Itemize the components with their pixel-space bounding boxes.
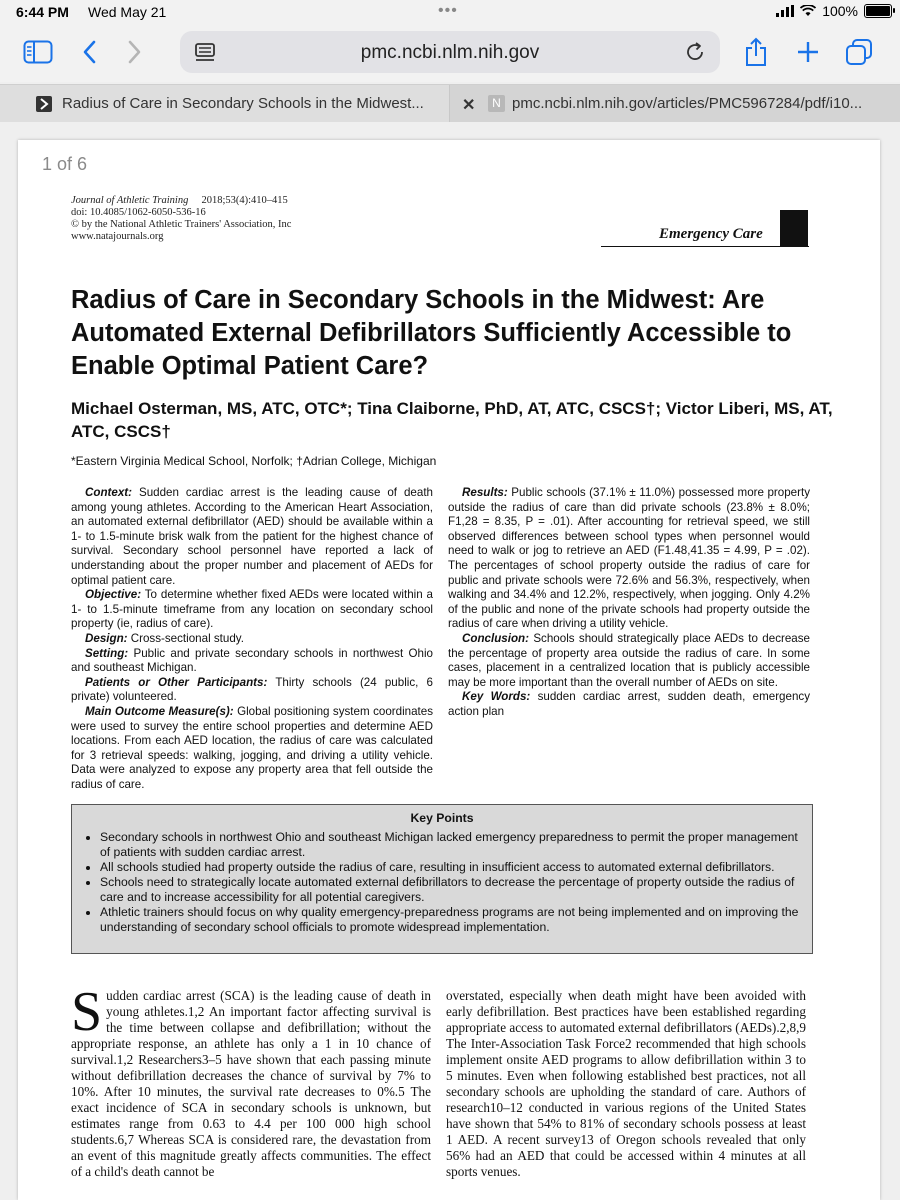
- new-tab-button[interactable]: [792, 36, 824, 68]
- key-point-item: • Athletic trainers should focus on why quality emergency-preparedness programs are not being implemented and on improving the understanding of secondary school officials to promote widespread implementation.: [100, 905, 802, 935]
- participants-text: Thirty schools (24 public, 6 private) volunteered.: [71, 675, 433, 704]
- article-affiliation: *Eastern Virginia Medical School, Norfolk; †Adrian College, Michigan: [71, 454, 437, 468]
- page-counter: 1 of 6: [42, 154, 88, 174]
- forward-button[interactable]: [118, 36, 150, 68]
- share-button[interactable]: [740, 36, 772, 68]
- conclusion-label: Conclusion:: [462, 631, 529, 645]
- key-points-title: Key Points: [410, 811, 474, 825]
- battery-icon: [864, 4, 892, 18]
- article-authors: Michael Osterman, MS, ATC, OTC*; Tina Claiborne, PhD, AT, ATC, CSCS†; Victor Liberi, MS, AT, ATC, CSCS†: [71, 399, 833, 441]
- tab-bar: [0, 84, 900, 124]
- journal-citation: 2018;53(4):410–415: [201, 195, 288, 206]
- chevron-left-icon: [82, 40, 98, 64]
- objective-text: To determine whether fixed AEDs were located within a 1- to 1.5-minute timeframe from any location on secondary school property (ie, radius of care).: [71, 588, 433, 631]
- abstract-measures: [71, 705, 433, 793]
- url-text[interactable]: pmc.ncbi.nlm.nih.gov: [360, 42, 540, 63]
- journal-copyright: © by the National Athletic Trainers' Association, Inc: [71, 219, 292, 230]
- battery-level: [866, 6, 890, 16]
- n-favicon: N: [488, 95, 505, 112]
- journal-website: www.natajournals.org: [71, 231, 164, 242]
- status-time: 6:44 PM: [16, 4, 69, 20]
- key-points-box: [71, 804, 813, 954]
- section-label: Emergency Care: [659, 226, 763, 242]
- sidebar-icon: [23, 40, 53, 64]
- pdf-viewer[interactable]: [0, 122, 900, 1200]
- context-text: Sudden cardiac arrest is the leading cause of death among young athletes. According to the American Heart Association, an automated external defibrillator (AED) should be available within a 1- to 1.5-minute brisk walk from the patient for the highest chance of survival. Secondary school personnel have reported a lack of understanding about the proper number and placement of AEDs for optimal patient care.: [71, 486, 433, 587]
- drop-cap: S: [71, 981, 103, 1043]
- conclusion-text: Schools should strategically place AEDs to decrease the percentage of property area outside the radius of care. In some cases, placement in a centralized location that is publicly accessible may be more important than the overall number of AEDs on site.: [448, 631, 810, 689]
- address-bar[interactable]: [180, 31, 720, 73]
- abstract-results: [448, 486, 810, 632]
- wifi-icon: [800, 5, 816, 17]
- journal-doi: doi: 10.4085/1062-6050-536-16: [71, 207, 206, 218]
- battery-percent: 100%: [822, 3, 858, 19]
- body-right-text: overstated, especially when death might have been avoided with early defibrillation. Best practices have been established regarding appropriate access to automated external defibrillators (AEDs).2,8,9 The Inter-Association Task Force2 recommended that high schools implement onsite AED programs to allow defibrillation within 3 to 5 minutes. Even when following established best practices, not all secondary schools are upholding the standard of care. Authors of research10–12 conducted in various regions of the United States have shown that 54% to 81% of secondary schools possess at least 1 AED. A recent survey13 of Oregon schools revealed that only 56% had an AED that could be accessed within 4 minutes at all sports venues.: [446, 988, 806, 1179]
- tab-pdf-title: pmc.ncbi.nlm.nih.gov/articles/PMC5967284/pdf/i10...: [512, 95, 863, 112]
- setting-label: Setting:: [85, 646, 129, 660]
- share-icon: [744, 37, 768, 67]
- tab-article[interactable]: [0, 85, 450, 123]
- key-point-item: • Secondary schools in northwest Ohio and southeast Michigan lacked emergency preparedness to permit the proper management of patients with sudden cardiac arrest.: [100, 830, 802, 860]
- participants-label: Patients or Other Participants:: [85, 675, 268, 689]
- abstract-conclusion: [448, 632, 810, 690]
- status-bar: [0, 0, 900, 24]
- key-point-item: • All schools studied had property outside the radius of care, resulting in insufficient access to automated external defibrillators.: [100, 860, 802, 875]
- close-tab-icon[interactable]: ✕: [462, 97, 476, 114]
- design-label: Design:: [85, 631, 128, 645]
- measures-label: Main Outcome Measure(s):: [85, 704, 234, 718]
- chevron-right-icon: [126, 40, 142, 64]
- journal-name: Journal of Athletic Training: [71, 195, 189, 206]
- article-title: Radius of Care in Secondary Schools in the Midwest: Are Automated External Defibrillators Sufficiently Accessible to Enable Optimal Patient Care?: [71, 286, 792, 380]
- keywords-text: sudden cardiac arrest, sudden death, emergency action plan: [448, 690, 810, 718]
- section-block: [780, 210, 808, 247]
- plus-icon: [797, 41, 819, 63]
- abstract-design: [71, 632, 433, 647]
- keywords-label: Key Words:: [462, 690, 531, 704]
- body-left-column: [71, 981, 431, 1180]
- browser-toolbar: [0, 24, 900, 82]
- design-text: Cross-sectional study.: [130, 631, 244, 645]
- body-left-text: udden cardiac arrest (SCA) is the leading cause of death in young athletes.1,2 An important factor affecting survival is the time between collapse and defibrillation; without the appropriate response, an athlete has only a 1 in 10 chance of survival.1,2 Researchers3–5 have shown that each passing minute without defibrillation decreases the chance of survival by 7% to 10%. After 10 minutes, the survival rate decreases to 0%.5 The exact incidence of SCA in secondary schools is unknown, but estimates range from 0.63 to 4.4 per 100 000 high school students.6,7 Whereas SCA is considered rare, the devastation from an event of this magnitude greatly affects communities. The effect of a child's death cannot be: [71, 988, 431, 1179]
- status-indicators: [776, 3, 892, 19]
- abstract-left-column: [71, 486, 433, 792]
- abstract-participants: [71, 676, 433, 705]
- abstract-objective: [71, 588, 433, 632]
- tabs-icon: [845, 38, 873, 66]
- sidebar-arrow-icon: [36, 96, 52, 112]
- results-label: Results:: [462, 486, 508, 499]
- key-points-list: [72, 830, 812, 935]
- reload-icon[interactable]: [684, 41, 706, 63]
- multitasking-dots-icon[interactable]: •••: [438, 2, 458, 19]
- sidebar-button[interactable]: [22, 36, 54, 68]
- body-right-column: [446, 988, 806, 1180]
- abstract-keywords: [448, 690, 810, 719]
- key-point-item: • Schools need to strategically locate automated external defibrillators to decrease the percentage of property outside the radius of care and to increase accessibility for all potential caregivers.: [100, 875, 802, 905]
- tab-overview-button[interactable]: [843, 36, 875, 68]
- objective-label: Objective:: [85, 588, 142, 602]
- abstract-setting: [71, 647, 433, 676]
- setting-text: Public and private secondary schools in northwest Ohio and southeast Michigan.: [71, 646, 433, 675]
- tab-pdf[interactable]: [450, 85, 900, 123]
- abstract-right-column: [448, 486, 810, 720]
- tab-article-title: Radius of Care in Secondary Schools in the Midwest...: [62, 95, 424, 112]
- context-label: Context:: [85, 486, 133, 499]
- back-button[interactable]: [74, 36, 106, 68]
- measures-text: Global positioning system coordinates were used to survey the entire school properties and determine AED locations. From each AED location, the radius of care was calculated for 3 retrieval speeds: walking, jogging, and driving a utility vehicle. Data were analyzed to expose any property area that fell outside the radius of care.: [71, 704, 434, 791]
- cellular-signal-icon: [776, 5, 794, 17]
- results-text: Public schools (37.1% ± 11.0%) possessed more property outside the radius of care than did private schools (23.8% ± 8.0%; F1,28 = 8.35, P = .01). After accounting for retrieval speed, we still observed differences between school types when personnel would need to walk or jog to retrieve an AED (F1.48,41.35 = 4.99, P = .02). The percentages of school property outside the radius of care for public and private schools were 72.6% and 56.3%, respectively, when walking and 34.4% and 12.2%, respectively, when jogging. Only 4.2% of the public and none of the private schools had property outside the radius of care when driving a utility vehicle.: [448, 486, 810, 631]
- journal-info: [71, 195, 291, 243]
- pdf-page: [18, 140, 880, 1200]
- status-date: Wed May 21: [88, 4, 167, 20]
- abstract-context: [71, 486, 433, 588]
- section-rule: [601, 246, 809, 247]
